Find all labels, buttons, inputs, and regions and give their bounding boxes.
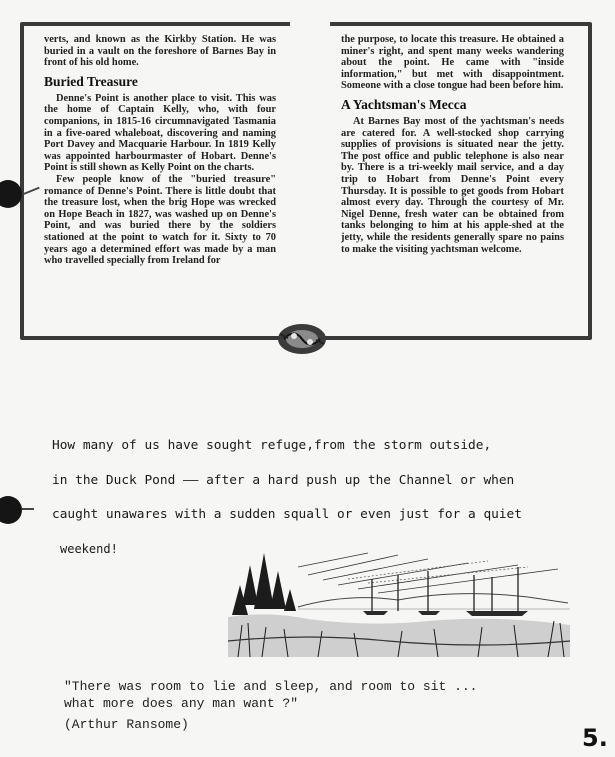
quote-block (64, 678, 534, 733)
typed-line: in the Duck Pond —— after a hard push up the Channel or when (52, 472, 515, 488)
clipping-left-paragraph: Denne's Point is another place to visit. This was the home of Captain Kelly, who, with four companions, in 1815-16 circumnavigated Tasmania in a five-oared whaleboat, discovering and naming Port Davey and Macquarie Harbour. In 1819 Kelly was appointed harbourmaster of Hobart. Denne's Point is still shown as Kelly Point on the charts. (44, 92, 276, 174)
binder-hole-bottom (0, 496, 22, 524)
quote-line: what more does any man want ?" (64, 696, 299, 711)
clipping-left-paragraph: Few people know of the "buried treasure" romance of Denne's Point. There is little doubt that the treasure lost, when the brig Hope was wrecked on Hope Beach in 1827, was washed up on Denne's Point, and was buried there by the soldiers stationed at the point to watch for it. Sixty to 70 years ago a determined effort was made by a man who travelled specially from Ireland for (44, 173, 276, 267)
clipping-left-intro: verts, and known as the Kirkby Station. He was buried in a vault on the foreshore of Barnes Bay in front of his old home. (44, 34, 276, 69)
binder-mark (22, 508, 34, 510)
typed-line: weekend! (60, 541, 118, 556)
ornament-icon (276, 320, 328, 358)
clipping-column-left (44, 34, 276, 312)
frame-gap (290, 17, 330, 27)
page-number: 5. (582, 724, 608, 752)
clipping-right-paragraph: At Barnes Bay most of the yachtsman's needs are catered for. A well-stocked shop carrying supplies of provisions is situated near the jetty. The post office and public telephone is also near by. There is a tri-weekly mail service, and a day trip to Hobart from Denne's Point every Thursday. It is possible to get goods from Hobart almost every day. Through the courtesy of Mr. Nigel Denne, fresh water can be obtained from tanks belonging to him at his apple-shed at the jetty, while the residents generally spare no pains to make the visiting yachtsman welcome. (341, 115, 564, 255)
binder-hole-top (0, 180, 22, 208)
quote-line: "There was room to lie and sleep, and room to sit ... (64, 679, 478, 694)
typed-line: How many of us have sought refuge,from the storm outside, (52, 438, 492, 453)
clipping-right-intro: the purpose, to locate this treasure. He obtained a miner's right, and spent many weeks wandering about the point. He came with "inside information," but met with disappointment. Someone with a close tongue had been before him. (341, 34, 564, 92)
typed-line: caught unawares with a sudden squall or even just for a quiet (52, 507, 522, 522)
quote-attribution: (Arthur Ransome) (64, 717, 189, 732)
clipping-left-heading: Buried Treasure (44, 73, 138, 89)
clipping-right-heading: A Yachtsman's Mecca (341, 96, 467, 112)
clipping-column-right (341, 34, 564, 312)
harbour-sketch-illustration (228, 545, 570, 657)
